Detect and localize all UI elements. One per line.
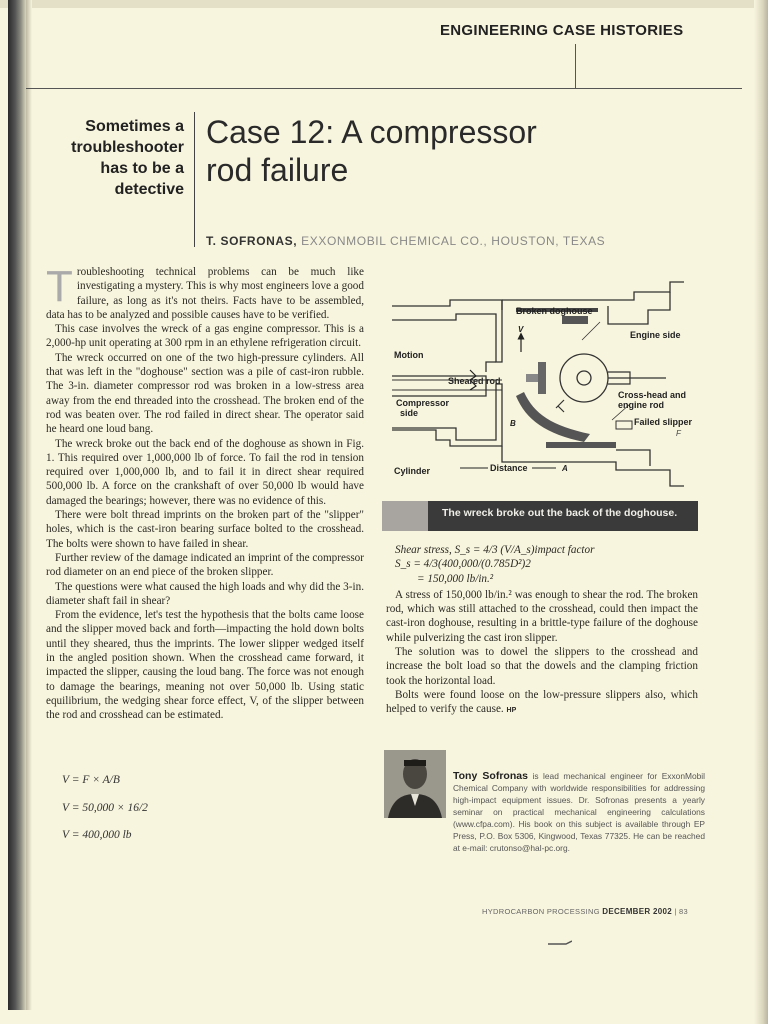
header-rule xyxy=(26,88,742,89)
bolt-head xyxy=(556,400,564,412)
article-kicker xyxy=(50,116,184,200)
author-portrait xyxy=(384,750,446,818)
formula: = 150,000 lb/in.² xyxy=(417,572,494,585)
footer-issue: DECEMBER 2002 xyxy=(602,907,672,916)
label-v: V xyxy=(518,325,524,334)
kicker-line: detective xyxy=(114,181,184,198)
crosshead-circle xyxy=(560,354,608,402)
paragraph: The questions were what caused the high loads and why did the 3-in. diameter shaft fail in shear? xyxy=(46,580,364,607)
author-name: T. SOFRONAS, xyxy=(206,234,298,248)
article-title xyxy=(206,113,646,189)
body-column-right xyxy=(386,543,698,719)
equation: V = 50,000 × 16/2 xyxy=(62,802,148,814)
kicker-line: Sometimes a xyxy=(85,118,184,135)
label-engine-rod: engine rod xyxy=(618,400,665,410)
label-b: B xyxy=(510,419,516,428)
label-f: F xyxy=(676,429,681,438)
equation: V = F × A/B xyxy=(62,774,120,786)
binding-spine xyxy=(8,0,26,1010)
footer-ornament xyxy=(548,940,572,946)
kicker-line: has to be a xyxy=(100,160,184,177)
page-right-edge xyxy=(754,0,768,1024)
label-crosshead: Cross-head and xyxy=(618,390,687,400)
title-line: rod failure xyxy=(206,152,349,188)
byline xyxy=(206,234,605,248)
section-header: ENGINEERING CASE HISTORIES xyxy=(440,22,684,39)
paragraph: This case involves the wreck of a gas engine compressor. This is a 2,000-hp unit operating at 300 rpm in an ethylene refrigeration circuit. xyxy=(46,323,364,350)
paragraph: The wreck occurred on one of the two high-pressure cylinders. All that was left in the "doghouse" section was a pile of cast-iron rubble. The 3-in. diameter compressor rod was broken in a low-stress area away from the end threaded into the crosshead. The broken end of the rod was beaten over. The rod failed in direct shear. The operator said he heard one loud bang. xyxy=(46,351,364,436)
slipper-bolt xyxy=(616,421,632,429)
binding-shadow xyxy=(26,0,32,1010)
label-failed-slipper: Failed slipper xyxy=(634,417,693,427)
label-compressor-side: Compressor xyxy=(396,398,450,408)
label-cylinder: Cylinder xyxy=(394,466,431,476)
label-engine-side: Engine side xyxy=(630,330,681,340)
author-photo xyxy=(384,750,446,818)
bio-text: is lead mechanical engineer for ExxonMobil Chemical Company with worldwide responsibilities for addressing high-impact equipment issues. Dr. Sofronas presents a yearly seminar on practical mechanical engineering calculations (www.cfpa.com). His book on this subject is available through EP Press, P.O. Box 5306, Kingwood, Texas 77325. He can be reached at e-mail: crutonso@hal-pc.org. xyxy=(453,771,705,853)
paragraph: The solution was to dowel the slippers to the crosshead and increase the bolt load so that the dowels and the clamping friction took the horizontal load. xyxy=(386,646,698,687)
paragraph: Troubleshooting technical problems can be much like investigating a mystery. This is why most engineers love a good failure, as long as it's not theirs. Facts have to be assembled, data has to be analyzed and possible causes have to be verified. xyxy=(46,262,364,321)
title-divider xyxy=(194,112,195,247)
paragraph: There were bolt thread imprints on the broken part of the "slipper" holes, which is the cast-iron bearing surface bolted to the crosshead. The bolts were shown to have failed in shear. xyxy=(46,509,364,550)
header-divider xyxy=(575,44,576,88)
label-motion: Motion xyxy=(394,350,424,360)
rod-collar xyxy=(538,362,546,394)
wedged-slipper xyxy=(516,392,590,442)
bio-name: Tony Sofronas xyxy=(453,770,528,782)
footer-page-number: 83 xyxy=(679,907,688,916)
body-column-left xyxy=(46,262,364,723)
label-distance: Distance xyxy=(490,463,528,473)
lower-slipper xyxy=(546,442,616,448)
engine-side-leader xyxy=(582,322,600,340)
paragraph: From the evidence, let's test the hypothesis that the bolts came loose and the slipper moved back and forth—impacting the hold down bolts until they sheared, thus the imprints. The lower slipper wedged itself in the angled position shown. When the crosshead came forward, it impacted the slipper, causing the loud bang. The force was not enough to damage the bearings, meaning not over 50,000 lb. Using static equilibrium, the wedging shear force effect, V, of the slipper between the rod and crosshead can be estimated. xyxy=(46,609,364,722)
equation: V = 400,000 lb xyxy=(62,829,132,841)
label-compressor-side-2: side xyxy=(400,408,419,418)
paragraph: Bolts were found loose on the low-pressure slippers also, which helped to verify the cause. HP xyxy=(386,688,698,716)
paragraph: Further review of the damage indicated an imprint of the compressor rod diameter on an end piece of the broken slipper. xyxy=(46,551,364,579)
formula: S_s = 4/3(400,000/(0.785D²)2 xyxy=(395,558,531,571)
label-a: A xyxy=(562,464,568,473)
page-top-edge xyxy=(0,0,768,8)
page-footer: HYDROCARBON PROCESSING DECEMBER 2002 | 83 xyxy=(482,907,688,916)
rod-stub xyxy=(526,374,538,382)
author-affiliation: EXXONMOBIL CHEMICAL CO., HOUSTON, TEXAS xyxy=(301,234,606,248)
figure-caption xyxy=(382,501,698,531)
drop-cap: T xyxy=(46,262,73,311)
title-line: Case 12: A compressor xyxy=(206,114,537,150)
paragraph: A stress of 150,000 lb/in.² was enough to shear the rod. The broken rod, which was still attached to the crosshead, could then impact the cast-iron doghouse, resulting in a brittle-type failure of the doghouse while pulverizing the cast iron slipper. xyxy=(386,588,698,644)
crosshead-pin xyxy=(577,371,591,385)
formula: Shear stress, S_s = 4/3 (V/A_s)impact factor xyxy=(395,544,595,556)
label-broken-doghouse: Broken doghouse xyxy=(516,306,593,316)
author-bio xyxy=(453,770,705,854)
upper-bearing xyxy=(562,316,588,324)
label-sheared-rod: Sheared rod xyxy=(448,376,501,386)
figure-1-diagram xyxy=(386,280,698,492)
caption-accent xyxy=(382,501,428,531)
caption-text: The wreck broke out the back of the doghouse. xyxy=(442,507,678,519)
paragraph: The wreck broke out the back end of the doghouse as shown in Fig. 1. This required over 1,000,000 lb of force. To fail the rod in tension required over 1,000,000 lb, and to fail it in direct shear required 500,000 lb. A force on the crankshaft of over 50,000 lb would have damaged the bearings; however, there was no evidence of this. xyxy=(46,437,364,507)
end-mark: HP xyxy=(506,707,517,715)
kicker-line: troubleshooter xyxy=(71,139,184,156)
footer-publication: HYDROCARBON PROCESSING xyxy=(482,907,600,916)
